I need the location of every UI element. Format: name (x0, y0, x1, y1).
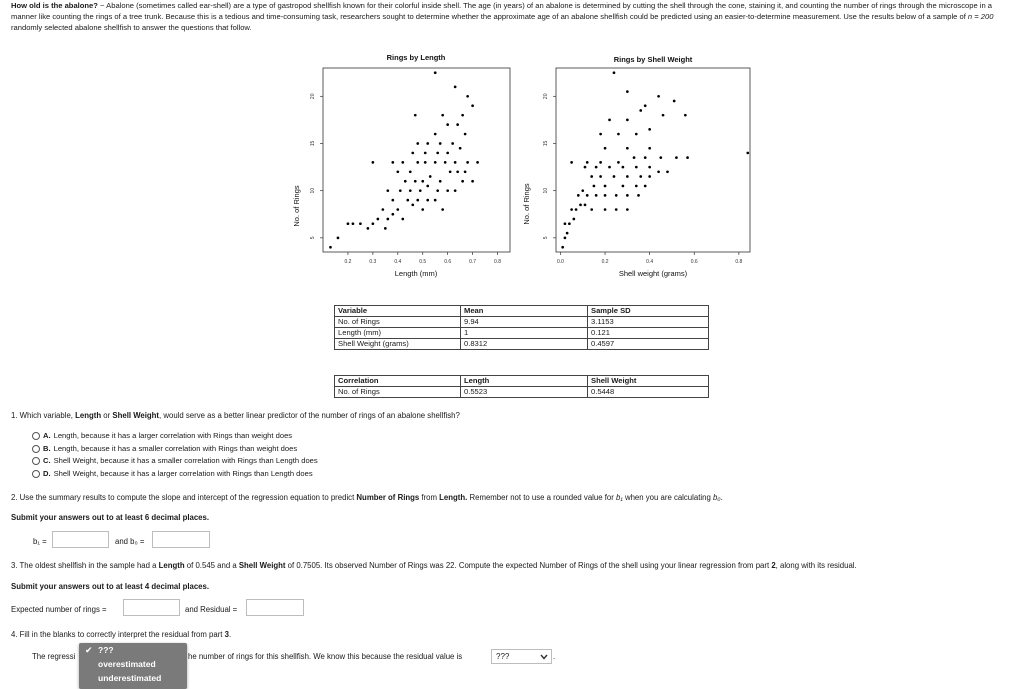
y-tick-label: 15 (310, 140, 316, 147)
scatter-point (622, 185, 625, 188)
scatter-point (416, 142, 419, 145)
scatter-point (666, 170, 669, 173)
scatter-point (633, 156, 636, 159)
scatter-point (586, 194, 589, 197)
residual-input[interactable] (246, 599, 304, 616)
scatter-point (604, 147, 607, 150)
scatter-point (635, 166, 638, 169)
scatter-point (446, 123, 449, 126)
scatter-point (617, 133, 620, 136)
scatter-point (454, 86, 457, 89)
scatter-point (416, 161, 419, 164)
scatter-point (568, 222, 571, 225)
table-cell: 0.121 (588, 328, 709, 339)
dropdown-option-underestimated[interactable] (79, 671, 187, 685)
scatter-point (584, 166, 587, 169)
scatter-point (404, 180, 407, 183)
chart-title: Rings by Shell Weight (613, 55, 693, 64)
x-tick-label: 0.5 (419, 259, 427, 265)
radio-icon[interactable] (32, 432, 40, 440)
scatter-point (659, 156, 662, 159)
scatter-point (746, 152, 749, 155)
scatter-point (648, 128, 651, 131)
scatter-point (626, 147, 629, 150)
table-header-cell: Variable (335, 306, 461, 317)
b0-input[interactable] (152, 531, 210, 548)
table-header-row (335, 306, 709, 317)
scatter-point (637, 194, 640, 197)
scatter-point (648, 166, 651, 169)
q2-suffix2: when you are calculating (622, 493, 713, 502)
scatter-point (454, 189, 457, 192)
scatter-point (352, 222, 355, 225)
scatter-point (626, 119, 629, 122)
scatter-point (439, 180, 442, 183)
x-tick-label: 0.8 (494, 259, 502, 265)
scatter-point (391, 213, 394, 216)
scatter-point (644, 185, 647, 188)
q4-bold: 3 (224, 630, 229, 639)
scatter-point (635, 133, 638, 136)
scatter-point (590, 208, 593, 211)
scatter-point (586, 161, 589, 164)
scatter-point (657, 95, 660, 98)
scatter-point (613, 71, 616, 74)
q1-prefix: 1. Which variable, (11, 411, 76, 420)
select-value: ??? (496, 652, 510, 661)
scatter-point (626, 194, 629, 197)
scatter-point (386, 189, 389, 192)
scatter-point (639, 175, 642, 178)
scatter-point (401, 218, 404, 221)
scatter-point (464, 133, 467, 136)
q3-suffix: , along with its residual. (775, 561, 857, 570)
table-row (335, 317, 709, 328)
question-2-prompt (11, 492, 723, 503)
table-header-row (335, 376, 709, 387)
scatter-point (456, 123, 459, 126)
scatter-point (401, 161, 404, 164)
scatter-point (396, 170, 399, 173)
x-tick-label: 0.6 (444, 259, 452, 265)
x-tick-label: 0.3 (369, 259, 377, 265)
option-d[interactable] (32, 468, 318, 481)
scatter-point (575, 208, 578, 211)
scatter-point (367, 227, 370, 230)
q3-instruction (11, 581, 209, 592)
option-text: Length, because it has a larger correlation with Rings than weight does (53, 431, 293, 441)
scatter-point (461, 114, 464, 117)
chart-title: Rings by Length (386, 53, 446, 62)
residual-sign-select[interactable] (491, 649, 552, 664)
check-icon: ✔ (85, 645, 93, 655)
scatter-point (416, 199, 419, 202)
question-3-prompt (11, 560, 857, 571)
y-tick-label: 5 (543, 236, 549, 240)
scatter-point (461, 180, 464, 183)
scatter-point (635, 185, 638, 188)
scatter-point (617, 161, 620, 164)
x-tick-label: 0.4 (646, 259, 654, 265)
q3-mid1: of 0.545 and a (184, 561, 239, 570)
option-c[interactable] (32, 455, 318, 468)
scatter-point (411, 152, 414, 155)
scatter-point (337, 236, 340, 239)
scatter-point (595, 166, 598, 169)
scatter-point (626, 175, 629, 178)
q4-end: . (228, 630, 232, 639)
table-cell: No. of Rings (335, 387, 461, 398)
table-row (335, 339, 709, 350)
scatter-point (386, 218, 389, 221)
scatter-point (662, 114, 665, 117)
scatter-point (436, 189, 439, 192)
scatter-point (391, 199, 394, 202)
scatter-point (471, 180, 474, 183)
question-4-prompt (11, 629, 231, 640)
chart-ylabel: No. of Rings (292, 185, 301, 227)
q1-or: or (101, 411, 113, 420)
table-row (335, 387, 709, 398)
y-tick-label: 10 (310, 187, 316, 194)
scatter-point (426, 142, 429, 145)
scatter-point (406, 199, 409, 202)
q4-sentence-start: The regressi (32, 652, 76, 661)
scatter-point (566, 232, 569, 235)
scatter-point (615, 208, 618, 211)
scatter-point (466, 95, 469, 98)
scatter-point (476, 161, 479, 164)
expected-rings-label: Expected number of rings = (11, 605, 107, 614)
q3-bold1: Length (158, 561, 185, 570)
scatter-point (411, 203, 414, 206)
intro-n: n = 200 (967, 12, 994, 21)
scatter-point (608, 166, 611, 169)
y-tick-label: 5 (310, 236, 316, 240)
chart-ylabel: No. of Rings (522, 183, 531, 225)
scatter-point (466, 161, 469, 164)
q2-instruction (11, 512, 209, 523)
scatter-point (657, 170, 660, 173)
y-tick-label: 10 (543, 187, 549, 194)
scatter-point (577, 194, 580, 197)
table-header-cell: Mean (461, 306, 588, 317)
scatter-point (686, 156, 689, 159)
q3-bold2: Shell Weight (238, 561, 286, 570)
scatter-point (419, 189, 422, 192)
q1-suffix: , would serve as a better linear predictor of the number of rings of an abalone shellfish? (159, 411, 460, 420)
scatter-point (429, 175, 432, 178)
scatter-point (359, 222, 362, 225)
summary-table (334, 305, 709, 350)
q2-suffix: Remember not to use a rounded value for (467, 493, 616, 502)
scatter-point (464, 170, 467, 173)
b1-label: b₁ = (33, 537, 47, 546)
table-header-cell: Correlation (335, 376, 461, 387)
chart-xlabel: Length (mm) (394, 269, 438, 278)
q3-instruction-text: Submit your answers out to at least 4 decimal places. (11, 582, 210, 591)
q2-mid: from (419, 493, 440, 502)
scatter-point (639, 109, 642, 112)
scatter-point (579, 203, 582, 206)
intro-text: ~ Abalone (sometimes called ear-shell) are a type of gastropod shellfish known for their colorful inside shell. The age (in years) of an abalone is determined by cutting the shell through the cone, staining it, and counting the number of rings through the microscope in a manner like counting the rings of a tree trunk. Because this is a tedious and time-consuming task, researchers sought to determine whether the approximate age of an abalone shellfish could be predicted using an easier-to-determine measurement. Use the results below of a sample of (11, 1, 993, 21)
x-tick-label: 0.2 (344, 259, 352, 265)
scatter-point (434, 199, 437, 202)
scatter-point (451, 142, 454, 145)
x-tick-label: 0.4 (394, 259, 402, 265)
table-header-cell: Length (461, 376, 588, 387)
table-cell: 9.94 (461, 317, 588, 328)
scatter-point (604, 208, 607, 211)
estimate-dropdown-menu[interactable] (79, 643, 187, 689)
q2-instruction-text: Submit your answers out to at least 6 decimal places. (11, 513, 210, 522)
scatter-point (684, 114, 687, 117)
scatter-point (471, 104, 474, 107)
scatter-point (414, 114, 417, 117)
expected-rings-input[interactable] (123, 599, 180, 616)
q1-var2: Shell Weight (112, 411, 160, 420)
option-letter: B. (43, 443, 51, 453)
intro-paragraph (11, 0, 1011, 33)
scatter-point (421, 180, 424, 183)
dropdown-option-overestimated[interactable] (79, 657, 187, 671)
scatter-point (599, 133, 602, 136)
scatter-point (648, 175, 651, 178)
intro-text-end: randomly selected abalone shellfish to answer the questions that follow. (11, 23, 252, 32)
scatter-point (421, 208, 424, 211)
scatter-point (426, 199, 429, 202)
b0-label: and b₀ = (115, 537, 145, 546)
scatter-point (436, 152, 439, 155)
dropdown-option-label: overestimated (98, 659, 156, 669)
table-cell: 0.5523 (461, 387, 588, 398)
q3-bold3: 2 (771, 561, 776, 570)
scatter-point (456, 170, 459, 173)
x-tick-label: 0.6 (690, 259, 698, 265)
scatter-point (434, 161, 437, 164)
table-cell: 0.4597 (588, 339, 709, 350)
scatter-point (441, 114, 444, 117)
option-letter: A. (43, 431, 51, 441)
scatter-point (644, 104, 647, 107)
b1-input[interactable] (52, 531, 109, 548)
scatter-point (381, 208, 384, 211)
option-a[interactable] (32, 430, 318, 443)
dropdown-option-placeholder[interactable] (79, 643, 187, 657)
option-text: Shell Weight, because it has a smaller correlation with Rings than Length does (53, 456, 318, 466)
option-b[interactable] (32, 443, 318, 456)
q2-b0-symbol: b₀ (712, 493, 721, 502)
scatter-point (434, 71, 437, 74)
scatter-point (409, 189, 412, 192)
radio-icon[interactable] (32, 470, 40, 478)
option-letter: C. (43, 456, 51, 466)
scatter-point (449, 170, 452, 173)
y-tick-label: 20 (310, 93, 316, 100)
scatter-point (444, 161, 447, 164)
scatter-point (604, 194, 607, 197)
table-cell: 3.1153 (588, 317, 709, 328)
table-cell: 1 (461, 328, 588, 339)
table-row (335, 328, 709, 339)
radio-icon[interactable] (32, 457, 40, 465)
chart-rings-by-length (285, 46, 515, 282)
scatter-point (570, 161, 573, 164)
scatter-point (372, 161, 375, 164)
scatter-point (446, 152, 449, 155)
scatter-point (599, 175, 602, 178)
question-1-options (32, 430, 318, 480)
plot-frame (323, 68, 510, 252)
scatter-point (377, 218, 380, 221)
scatter-point (561, 246, 564, 249)
scatter-point (626, 208, 629, 211)
dropdown-option-label: ??? (98, 645, 114, 655)
y-tick-label: 15 (543, 140, 549, 147)
scatter-point (414, 180, 417, 183)
q3-prefix: 3. The oldest shellfish in the sample had a (11, 561, 159, 570)
scatter-point (396, 208, 399, 211)
q4-period: . (553, 652, 556, 661)
q2-end: . (720, 493, 723, 502)
scatter-point (615, 194, 618, 197)
option-text: Length, because it has a smaller correlation with Rings than weight does (53, 443, 298, 453)
scatter-point (570, 208, 573, 211)
scatter-point (434, 133, 437, 136)
q3-mid2: of 0.7505. Its observed Number of Rings was 22. Compute the expected Number of Rings of the shell using your linear regression from part (285, 561, 772, 570)
scatter-point (446, 189, 449, 192)
q1-var1: Length (75, 411, 102, 420)
scatter-point (459, 147, 462, 150)
option-text: Shell Weight, because it has a larger correlation with Rings than Length does (53, 468, 313, 478)
table-cell: 0.8312 (461, 339, 588, 350)
scatter-point (622, 166, 625, 169)
scatter-point (439, 142, 442, 145)
y-tick-label: 20 (543, 93, 549, 100)
plot-frame (556, 68, 750, 252)
chart-rings-by-shell-weight (513, 46, 763, 282)
chart-xlabel: Shell weight (grams) (618, 269, 688, 278)
scatter-point (595, 194, 598, 197)
option-letter: D. (43, 468, 51, 478)
q2-b1-symbol: b₁ (616, 493, 623, 502)
scatter-point (384, 227, 387, 230)
table-cell: Length (mm) (335, 328, 461, 339)
scatter-point (347, 222, 350, 225)
correlation-table (334, 375, 709, 398)
question-1-prompt (11, 410, 460, 421)
dropdown-option-label: underestimated (98, 673, 162, 683)
scatter-point (584, 203, 587, 206)
table-cell: No. of Rings (335, 317, 461, 328)
scatter-point (613, 175, 616, 178)
residual-label: and Residual = (185, 605, 238, 614)
scatter-point (391, 161, 394, 164)
q2-bold1: Number of Rings (356, 493, 420, 502)
x-tick-label: 0.7 (469, 259, 477, 265)
x-tick-label: 0.2 (601, 259, 609, 265)
radio-icon[interactable] (32, 445, 40, 453)
scatter-point (329, 246, 332, 249)
table-cell: Shell Weight (grams) (335, 339, 461, 350)
scatter-point (372, 222, 375, 225)
chevron-down-icon (540, 654, 548, 660)
scatter-point (644, 156, 647, 159)
table-header-cell: Shell Weight (588, 376, 709, 387)
q2-bold2: Length. (439, 493, 468, 502)
scatter-point (675, 156, 678, 159)
scatter-point (581, 189, 584, 192)
scatter-point (426, 185, 429, 188)
q4-sentence-mid: he number of rings for this shellfish. We know this because the residual value is (188, 652, 463, 661)
table-cell: 0.5448 (588, 387, 709, 398)
scatter-point (648, 147, 651, 150)
scatter-point (572, 218, 575, 221)
x-tick-label: 0.8 (735, 259, 743, 265)
intro-title: How old is the abalone? (11, 1, 98, 10)
scatter-point (599, 161, 602, 164)
q2-prefix: 2. Use the summary results to compute the slope and intercept of the regression equation to predict (11, 493, 357, 502)
scatter-point (409, 170, 412, 173)
scatter-point (399, 189, 402, 192)
scatter-point (590, 175, 593, 178)
table-header-cell: Sample SD (588, 306, 709, 317)
scatter-point (608, 119, 611, 122)
q4-prefix: 4. Fill in the blanks to correctly interpret the residual from part (11, 630, 225, 639)
scatter-point (424, 161, 427, 164)
scatter-point (564, 222, 567, 225)
scatter-point (454, 161, 457, 164)
scatter-point (626, 90, 629, 93)
scatter-point (593, 185, 596, 188)
scatter-point (564, 236, 567, 239)
x-tick-label: 0.0 (556, 259, 564, 265)
scatter-point (673, 100, 676, 103)
scatter-point (424, 152, 427, 155)
scatter-point (604, 185, 607, 188)
scatter-point (441, 208, 444, 211)
